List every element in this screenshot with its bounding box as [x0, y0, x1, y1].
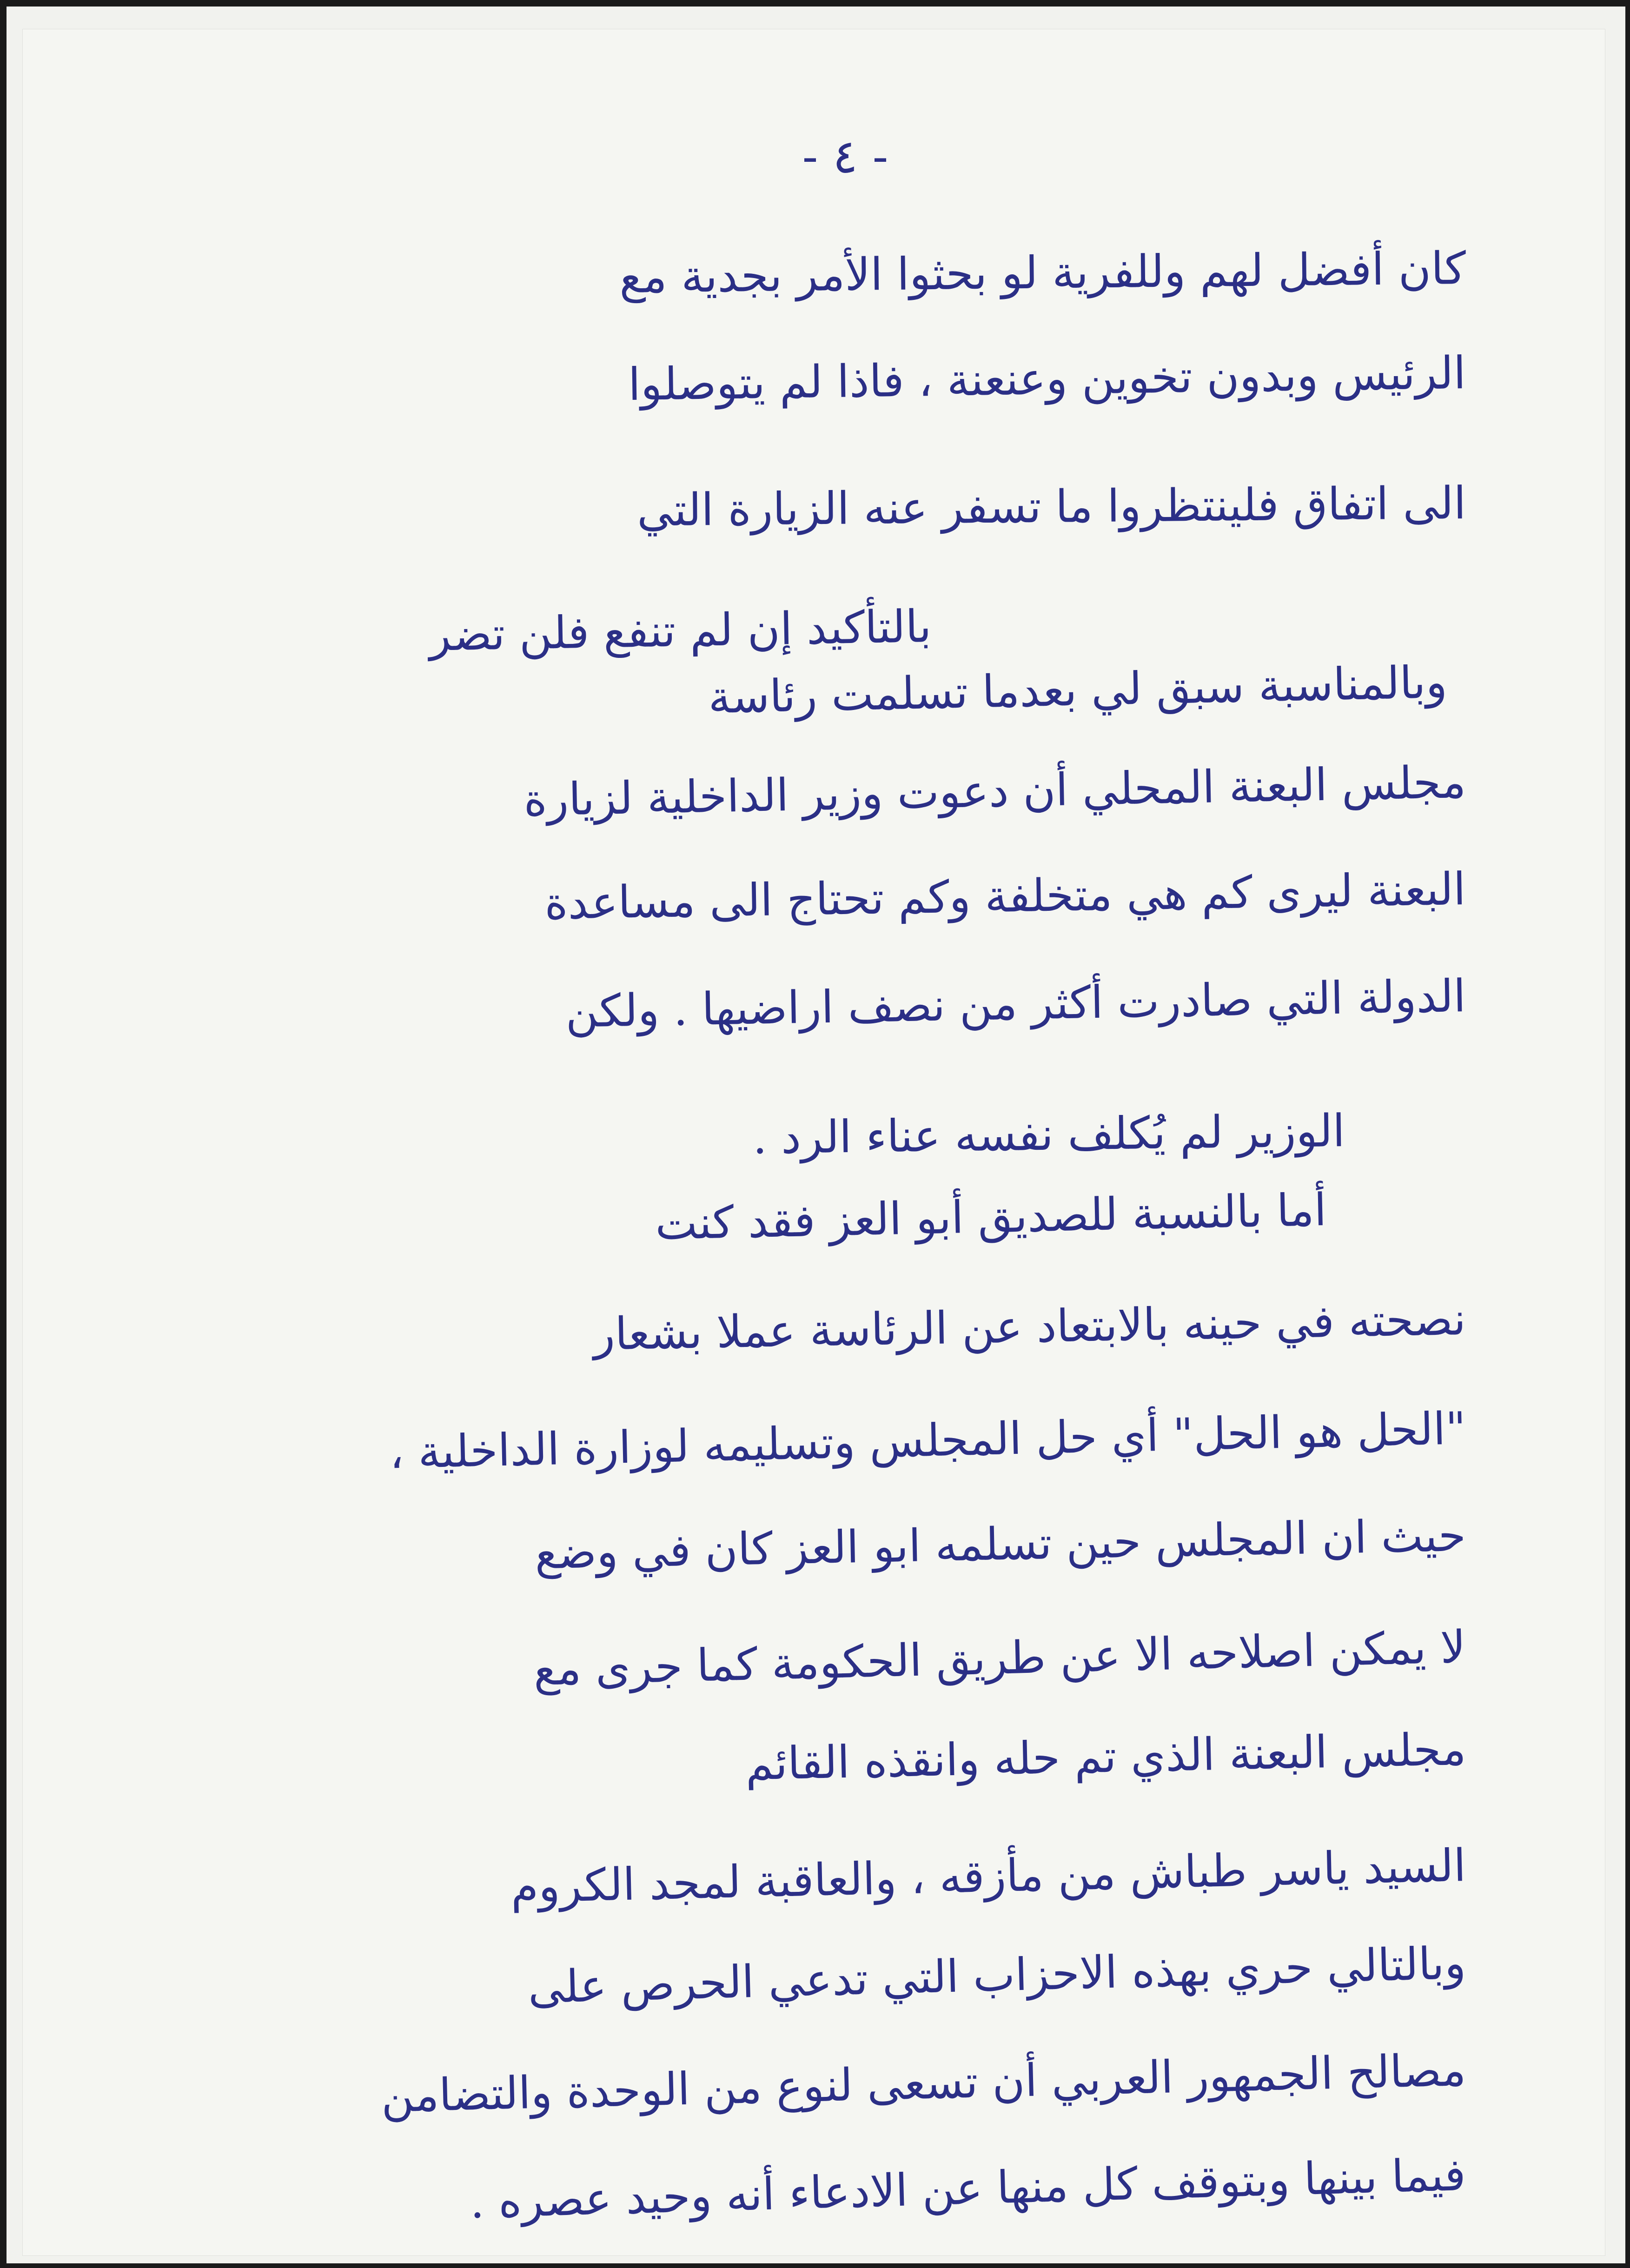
text-line: وبالتالي حري بهذه الاحزاب التي تدعي الحرص على	[527, 1937, 1467, 2014]
text-line: كان أفضل لهم وللفرية لو بحثوا الأمر بجدية مع	[619, 242, 1466, 304]
text-line: فيما بينها وبتوقف كل منها عن الادعاء أنه وحيد عصره .	[469, 2149, 1467, 2228]
text-line: الى اتفاق فلينتظروا ما تسفر عنه الزيارة التي	[636, 477, 1466, 537]
text-line: لا يمكن اصلاحه الا عن طريق الحكومة كما جرى مع	[533, 1621, 1467, 1696]
text-line: الرئيس وبدون تخوين وعنعنة ، فاذا لم يتوصلوا	[628, 347, 1466, 411]
text-line: بالتأكيد إن لم تنفع فلن تضر	[428, 600, 932, 661]
text-line: البعنة ليرى كم هي متخلفة وكم تحتاج الى مساعدة	[544, 863, 1466, 930]
text-line: مصالح الجمهور العربي أن تسعى لنوع من الوحدة والتضامن	[380, 2044, 1467, 2123]
text-line: مجلس البعنة الذي تم حله وانقذه القائم	[744, 1723, 1467, 1791]
text-line: نصحته في حينه بالابتعاد عن الرئاسة عملا بشعار	[593, 1293, 1466, 1360]
text-line: الدولة التي صادرت أكثر من نصف اراضيها . ولكن	[565, 970, 1466, 1038]
text-line: أما بالنسبة للصديق أبو العز فقد كنت	[655, 1184, 1327, 1250]
text-line: السيد ياسر طباش من مأزقه ، والعاقبة لمجد الكروم	[510, 1839, 1467, 1913]
text-line: مجلس البعنة المحلي أن دعوت وزير الداخلية لزيارة	[523, 756, 1467, 826]
text-line: حيث ان المجلس حين تسلمه ابو العز كان في وضع	[534, 1509, 1467, 1579]
text-line: "الحل هو الحل" أي حل المجلس وتسليمه لوزارة الداخلية ،	[389, 1402, 1467, 1479]
text-line: الوزير لم يُكلف نفسه عناء الرد .	[752, 1105, 1345, 1164]
page-number: - ٤ -	[802, 129, 888, 184]
handwritten-letter-page	[22, 29, 1605, 2256]
text-line: وبالمناسبة سبق لي بعدما تسلمت رئاسة	[708, 656, 1448, 724]
